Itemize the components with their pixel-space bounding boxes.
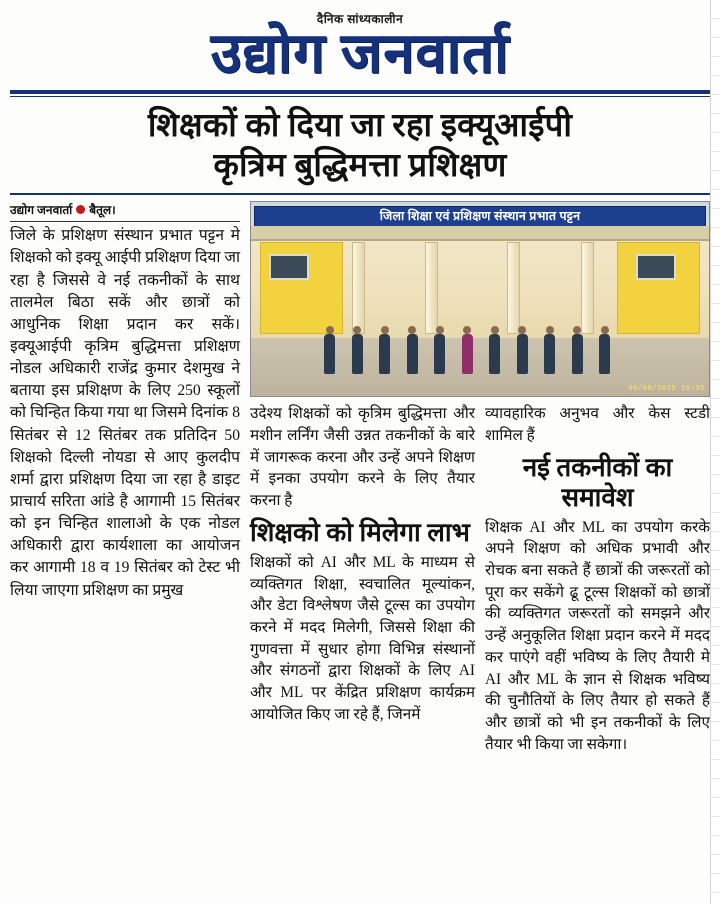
article-column-1	[10, 201, 240, 761]
article-column-3	[485, 403, 710, 761]
column-3-subhead: नई तकनीकों का समावेश	[522, 452, 673, 512]
photo-timestamp: 09/09/2025 16:35	[628, 385, 705, 394]
photo-person	[434, 334, 445, 374]
headline-line-2: कृत्रिम बुद्धिमत्ता प्रशिक्षण	[213, 148, 507, 185]
photo-person	[379, 334, 390, 374]
masthead-rule-thin	[10, 96, 710, 97]
page-headline	[16, 106, 704, 187]
photo-person	[324, 334, 335, 374]
article-column-2	[250, 403, 475, 761]
byline	[10, 201, 240, 222]
page-edge-decoration	[710, 0, 720, 904]
article-body	[10, 201, 710, 761]
photo-person	[599, 334, 610, 374]
photo-pillar-1	[352, 242, 365, 334]
headline-rule	[10, 193, 710, 195]
column-2-paragraph-bottom: शिक्षकों को AI और ML के माध्यम से व्यक्तिगत शिक्षा, स्वचालित मूल्यांकन, और डेटा विश्लेषण जैसे टूल्स का उपयोग करने में मदद मिलेगी, जिससे शिक्षा की गुणवत्ता में सुधार होगा विभिन्न संस्थानों और संगठनों द्वारा शिक्षकों के लिए AI और ML पर केंद्रित प्रशिक्षण कार्यक्रम आयोजित किए जा रहे हैं, जिनमें	[250, 553, 475, 723]
photo-pillar-2	[425, 242, 438, 334]
article-columns-right	[250, 201, 710, 761]
photo-person	[489, 334, 500, 374]
byline-paper: उद्योग जनवार्ता	[10, 203, 73, 218]
photo-banner-label: जिला शिक्षा एवं प्रशिक्षण संस्थान प्रभात पट्टन	[254, 206, 706, 227]
article-photo	[250, 201, 710, 397]
photo-building	[251, 226, 709, 341]
column-3-paragraph-bottom: शिक्षक AI और ML का उपयोग करके अपने शिक्षण को अधिक प्रभावी और रोचक बना सकते हैं छात्रों की जरूरतों को पूरा कर सकेंगे ढू टूल्स शिक्षकों को छात्रों की व्यक्तिगत जरूरतों को समझने और उन्हें अनुकूलित शिक्षा प्रदान करने में मदद कर पाएंगे वहीं भविष्य के लिए तैयारी मे AI और ML के ज्ञान से शिक्षक भविष्य की चुनौतियों के लिए तैयार हो सकते हैं और छात्रों को भी इन तकनीकों के लिए तैयार भी किया जा सकेगा।	[485, 518, 710, 753]
bullet-icon	[76, 205, 85, 214]
masthead-rule-thick	[10, 90, 710, 94]
headline-line-1: शिक्षकों को दिया जा रहा इक्यूआईपी	[147, 107, 573, 144]
photo-person	[544, 334, 555, 374]
masthead-kicker: दैनिक सांध्यकालीन	[316, 12, 404, 26]
masthead	[10, 6, 710, 84]
article-lower-columns	[250, 403, 710, 761]
byline-place: बैतूल।	[89, 203, 116, 218]
photo-window-1	[269, 254, 309, 280]
photo-person	[462, 334, 473, 374]
photo-person	[407, 334, 418, 374]
photo-person	[352, 334, 363, 374]
photo-person	[572, 334, 583, 374]
photo-pillar-3	[507, 242, 520, 334]
column-3-paragraph-top: व्यावहारिक अनुभव और केस स्टडी शामिल हैं	[485, 405, 710, 445]
photo-pillar-4	[581, 242, 594, 334]
column-1-paragraph: जिले के प्रशिक्षण संस्थान प्रभात पट्टन मे शिक्षको को इक्यू आईपी प्रशिक्षण दिया जा रहा है जिससे वे नई तकनीकों के साथ तालमेल बिठा सकें और छात्रों को आधुनिक शिक्षा प्रदान कर सकें। इक्यूआईपी कृत्रिम बुद्धिमत्ता प्रशिक्षण नोडल अधिकारी राजेंद्र कुमार देशमुख ने बताया इस प्रशिक्षण के लिए 250 स्कूलों को चिन्हित किया गया था जिसमे दिनांक 8 सितंबर से 12 सितंबर तक प्रतिदिन 50 शिक्षको दिल्ली नोयडा से आए कुलदीप शर्मा द्वारा प्रशिक्षण दिया जा रहा है डाइट प्राचार्य सरिता आंडे है आगामी 15 सितंबर को इन चिन्हित शालाओ के एक नोडल अधिकारी द्वारा कार्यशाला का आयोजन कर आगामी 18 व 19 सितंबर को टेस्ट भी लिया जाएगा प्रशिक्षण का प्रमुख	[10, 227, 240, 599]
masthead-title: उद्योग जनवार्ता	[210, 23, 510, 85]
photo-person	[517, 334, 528, 374]
photo-roofline	[251, 226, 709, 241]
column-2-subhead: शिक्षको को मिलेगा लाभ	[250, 517, 470, 547]
photo-window-2	[636, 254, 676, 280]
column-2-paragraph-top: उदेश्य शिक्षकों को कृत्रिम बुद्धिमत्ता और मशीन लर्निंग जैसी उन्नत तकनीकों के बारे में जागरूक करना और उन्हें अपने शिक्षण में इनका उपयोग करने के लिए तैयार करना है	[250, 405, 475, 510]
